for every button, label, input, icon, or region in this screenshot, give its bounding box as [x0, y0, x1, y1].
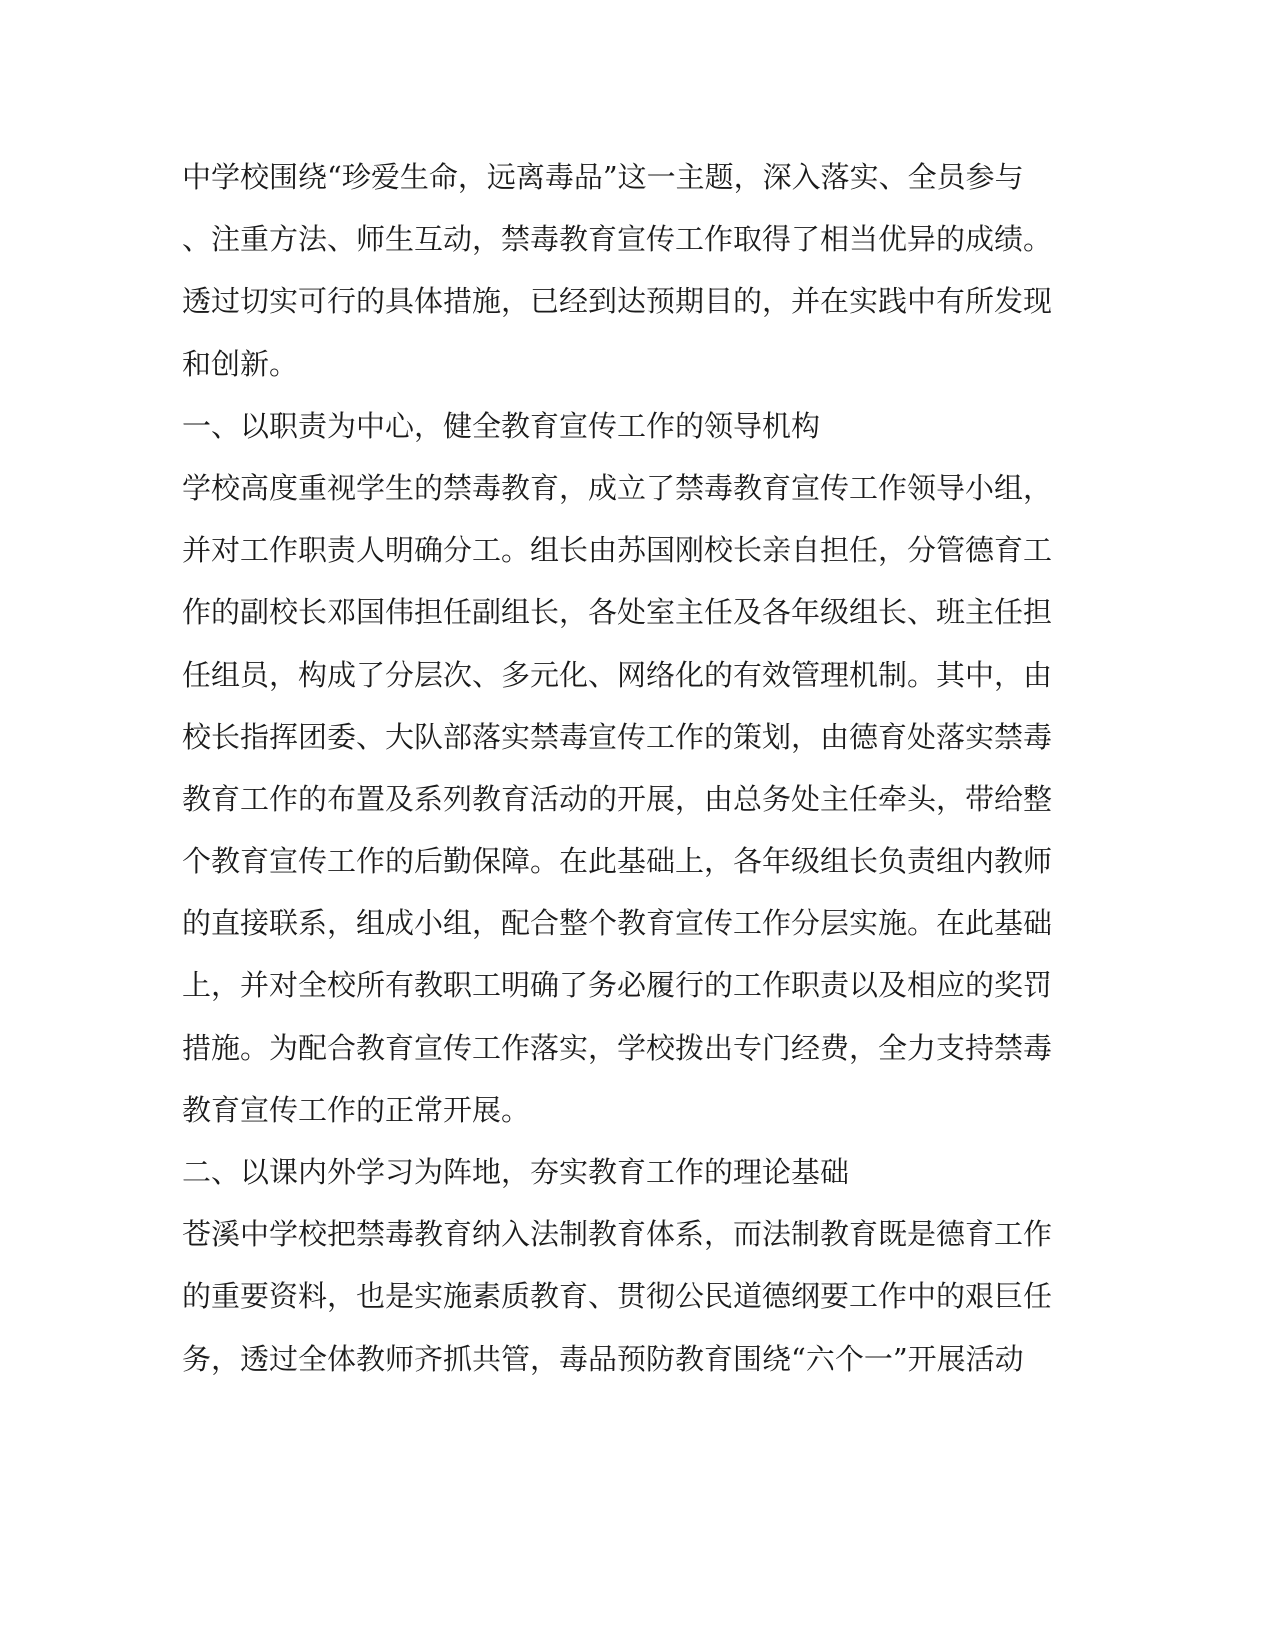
section-heading-1: 一、以职责为中心，健全教育宣传工作的领导机构: [182, 408, 821, 443]
text-line: 上，并对全校所有教职工明确了务必履行的工作职责以及相应的奖罚: [182, 968, 1053, 1003]
section-heading-2: 二、以课内外学习为阵地，夯实教育工作的理论基础: [182, 1155, 850, 1189]
text-line: 的重要资料，也是实施素质教育、贯彻公民道德纲要工作中的艰巨任: [182, 1279, 1053, 1314]
text-line: 个教育宣传工作的后勤保障。在此基础上，各年级组长负责组内教师: [182, 844, 1053, 879]
text-line: 措施。为配合教育宣传工作落实，学校拨出专门经费，全力支持禁毒: [182, 1030, 1053, 1065]
text-line: 务，透过全体教师齐抓共管，毒品预防教育围绕“六个一”开展活动: [182, 1341, 1024, 1376]
text-line: 校长指挥团委、大队部落实禁毒宣传工作的策划，由德育处落实禁毒: [182, 719, 1053, 754]
text-line: 学校高度重视学生的禁毒教育，成立了禁毒教育宣传工作领导小组，: [182, 470, 1053, 505]
body-text: [182, 146, 1053, 1390]
text-line: 并对工作职责人明确分工。组长由苏国刚校长亲自担任，分管德育工: [182, 533, 1053, 568]
text-line: 中学校围绕“珍爱生命，远离毒品”这一主题，深入落实、全员参与: [182, 160, 1024, 194]
text-line: 教育工作的布置及系列教育活动的开展，由总务处主任牵头，带给整: [182, 781, 1053, 816]
text-line: 透过切实可行的具体措施，已经到达预期目的，并在实践中有所发现: [182, 284, 1053, 319]
text-line: 任组员，构成了分层次、多元化、网络化的有效管理机制。其中，由: [182, 657, 1053, 692]
text-line: 苍溪中学校把禁毒教育纳入法制教育体系，而法制教育既是德育工作: [182, 1217, 1053, 1252]
text-line: 教育宣传工作的正常开展。: [182, 1092, 531, 1127]
text-line: 的直接联系，组成小组，配合整个教育宣传工作分层实施。在此基础: [182, 906, 1053, 941]
text-line: 、注重方法、师生互动，禁毒教育宣传工作取得了相当优异的成绩。: [182, 222, 1053, 257]
text-line: 和创新。: [182, 346, 299, 381]
text-line: 作的副校长邓国伟担任副组长，各处室主任及各年级组长、班主任担: [182, 595, 1053, 630]
